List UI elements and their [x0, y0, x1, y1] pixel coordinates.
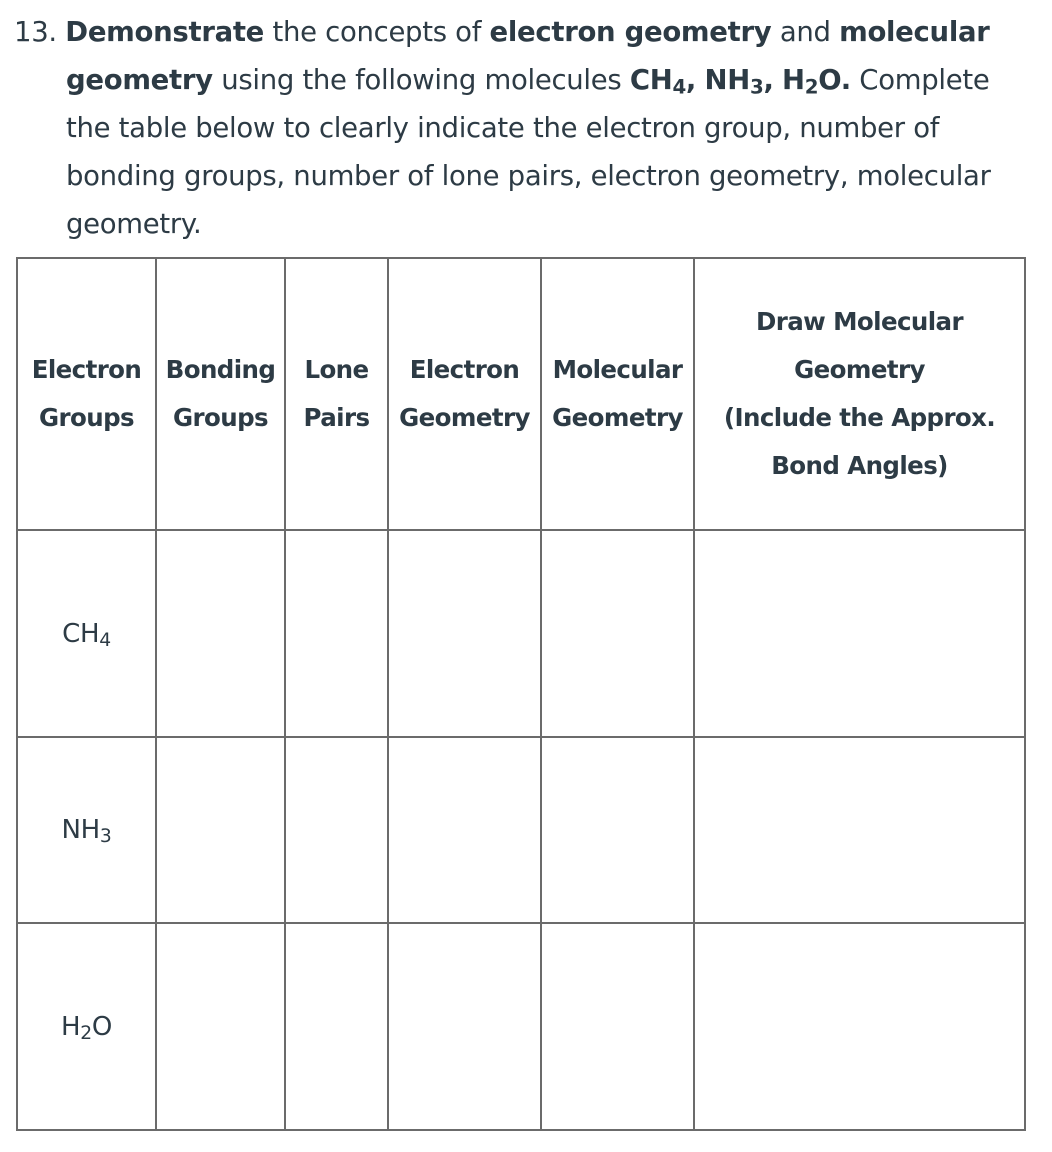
molecule-nh3-inline: $NH_3$, [704, 64, 774, 99]
term-molecular: molecular [839, 16, 990, 48]
term-electron-geometry: electron geometry [489, 16, 772, 48]
answer-cell[interactable] [156, 530, 285, 737]
drawing-cell[interactable] [694, 923, 1025, 1130]
term-geometry: geometry [66, 64, 213, 96]
molecule-h2o-inline: $H_2O$. [782, 64, 851, 99]
answer-cell[interactable] [388, 923, 541, 1130]
table-header-row [17, 258, 1025, 530]
header-draw-molecular-geometry: Draw Molecular Geometry (Include the Approx. Bond Angles) [694, 258, 1025, 530]
table-row [17, 923, 1025, 1130]
answer-cell[interactable] [285, 923, 388, 1130]
answer-cell[interactable] [156, 923, 285, 1130]
question-line-1 [14, 8, 1024, 56]
molecule-ch4-inline: $CH_4$, [629, 64, 697, 99]
table-row [17, 530, 1025, 737]
question-text: and [771, 16, 840, 48]
header-bonding-groups: Bonding Groups [156, 258, 285, 530]
question-line-2 [14, 56, 1024, 104]
molecule-label-h2o: $H_2O$ [17, 923, 156, 1130]
answer-cell[interactable] [541, 737, 694, 923]
molecule-label-nh3: $NH_3$ [17, 737, 156, 923]
answer-cell[interactable] [285, 530, 388, 737]
molecule-label-ch4: $CH_4$ [17, 530, 156, 737]
answer-cell[interactable] [541, 923, 694, 1130]
answer-cell[interactable] [285, 737, 388, 923]
question-line-4: bonding groups, number of lone pairs, electron geometry, molecular [66, 160, 991, 192]
header-electron-groups: Electron Groups [17, 258, 156, 530]
answer-cell[interactable] [388, 530, 541, 737]
question-number: 13. [14, 16, 57, 48]
question-text: using the following molecules [212, 64, 630, 96]
question-text: Complete [850, 64, 990, 96]
question-line-3: the table below to clearly indicate the electron group, number of [66, 112, 940, 144]
answer-cell[interactable] [388, 737, 541, 923]
drawing-cell[interactable] [694, 737, 1025, 923]
answer-cell[interactable] [156, 737, 285, 923]
question-prompt [14, 8, 1024, 248]
question-line-5: geometry. [66, 208, 202, 240]
header-molecular-geometry: Molecular Geometry [541, 258, 694, 530]
table-row [17, 737, 1025, 923]
answer-cell[interactable] [541, 530, 694, 737]
drawing-cell[interactable] [694, 530, 1025, 737]
geometry-table [16, 257, 1026, 1131]
question-text: the concepts of [264, 16, 490, 48]
header-electron-geometry: Electron Geometry [388, 258, 541, 530]
header-lone-pairs: Lone Pairs [285, 258, 388, 530]
question-verb: Demonstrate [65, 16, 265, 48]
